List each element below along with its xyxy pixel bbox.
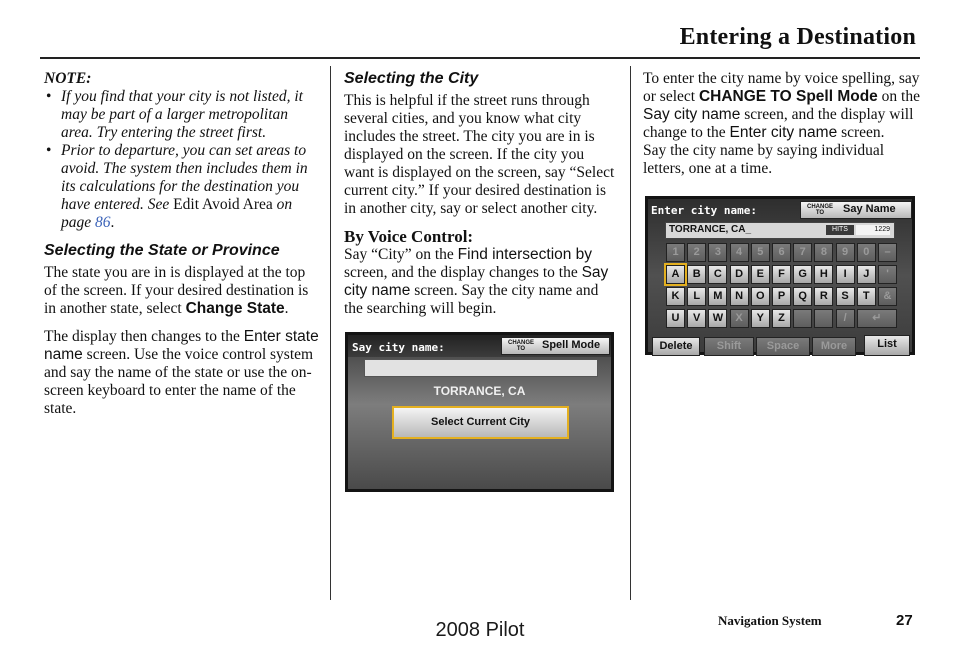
key-i[interactable]: I bbox=[836, 265, 855, 284]
select-current-city-button[interactable] bbox=[392, 406, 569, 439]
key-d[interactable]: D bbox=[730, 265, 749, 284]
key-o[interactable]: O bbox=[751, 287, 770, 306]
key-dash[interactable]: – bbox=[878, 243, 897, 262]
say-name-label: Say Name bbox=[843, 203, 896, 215]
key-4[interactable]: 4 bbox=[730, 243, 749, 262]
change-to-spell-mode-key: CHANGE TO Spell Mode bbox=[698, 88, 878, 105]
key-q[interactable]: Q bbox=[793, 287, 812, 306]
state-paragraph-1-text: The state you are in is displayed at the top of the screen. If your desired destination is in another state, select bbox=[44, 264, 309, 317]
state-heading: Selecting the State or Province bbox=[44, 242, 280, 259]
key-3[interactable]: 3 bbox=[708, 243, 727, 262]
change-state-key: Change State bbox=[185, 300, 285, 317]
hits-label: HITS bbox=[826, 225, 854, 235]
note-label: NOTE: bbox=[44, 70, 92, 87]
key-u[interactable]: U bbox=[666, 309, 685, 328]
hits-value: 1229 bbox=[856, 225, 890, 235]
key-t[interactable]: T bbox=[857, 287, 876, 306]
key-5[interactable]: 5 bbox=[751, 243, 770, 262]
note-list bbox=[44, 88, 320, 232]
delete-button[interactable]: Delete bbox=[652, 337, 700, 356]
find-intersection-key: Find intersection by bbox=[457, 246, 593, 263]
key-x[interactable]: X bbox=[730, 309, 749, 328]
enter-city-name-screen bbox=[645, 196, 915, 355]
enter-state-name-key: Enter state name bbox=[44, 328, 319, 363]
column-divider-2 bbox=[630, 66, 631, 600]
key-1[interactable]: 1 bbox=[666, 243, 685, 262]
city-paragraph-2-c: screen. Say the city name and the searching will begin. bbox=[344, 282, 599, 317]
footer-page-number: 27 bbox=[896, 612, 913, 629]
city-entry-value: TORRANCE, CA_ bbox=[669, 224, 752, 235]
key-2[interactable]: 2 bbox=[687, 243, 706, 262]
change-to-say-name-button[interactable] bbox=[800, 201, 912, 219]
key-r[interactable]: R bbox=[814, 287, 833, 306]
key-l[interactable]: L bbox=[687, 287, 706, 306]
shift-button[interactable]: Shift bbox=[704, 337, 754, 356]
city-paragraph-2-a: Say “City” on the bbox=[344, 246, 454, 263]
key-9[interactable]: 9 bbox=[836, 243, 855, 262]
key-n[interactable]: N bbox=[730, 287, 749, 306]
note-end: . bbox=[110, 214, 115, 231]
enter-city-name-title: Enter city name: bbox=[651, 204, 757, 217]
on-page-text: on page bbox=[61, 196, 293, 231]
footer-section: Navigation System bbox=[718, 613, 822, 628]
change-line1-2: CHANGE bbox=[806, 204, 833, 210]
watermark: 2008 Pilot bbox=[435, 619, 525, 641]
key-j[interactable]: J bbox=[857, 265, 876, 284]
state-paragraph-2 bbox=[44, 328, 320, 418]
key-a[interactable]: A bbox=[666, 265, 685, 284]
key-blank-7[interactable] bbox=[814, 309, 833, 328]
spell-paragraph-1-b: on the bbox=[881, 88, 920, 105]
change-line2-2: TO bbox=[815, 210, 825, 216]
note-item-2-text: Prior to departure, you can set areas to avoid. The system then includes them in its calculations for the destination you have entered. See bbox=[61, 142, 308, 213]
page-86-link[interactable]: 86 bbox=[95, 214, 111, 231]
page-title: Entering a Destination bbox=[679, 24, 916, 50]
key-p[interactable]: P bbox=[772, 287, 791, 306]
key-slash[interactable]: / bbox=[836, 309, 855, 328]
key-z[interactable]: Z bbox=[772, 309, 791, 328]
column-2 bbox=[344, 70, 618, 318]
city-heading: Selecting the City bbox=[344, 70, 479, 87]
column-divider-1 bbox=[330, 66, 331, 600]
note-item-2 bbox=[44, 142, 320, 232]
spell-paragraph-1 bbox=[643, 70, 921, 142]
spell-paragraph-1-d: screen. bbox=[841, 124, 885, 141]
key-s[interactable]: S bbox=[836, 287, 855, 306]
select-current-city-label: Select Current City bbox=[430, 416, 531, 428]
key-8[interactable]: 8 bbox=[814, 243, 833, 262]
header-rule bbox=[40, 57, 920, 59]
key-m[interactable]: M bbox=[708, 287, 727, 306]
key-b[interactable]: B bbox=[687, 265, 706, 284]
spell-mode-label: Spell Mode bbox=[542, 339, 601, 351]
key-f[interactable]: F bbox=[772, 265, 791, 284]
say-city-name-key: Say city name bbox=[344, 264, 609, 299]
key-k[interactable]: K bbox=[666, 287, 685, 306]
enter-city-name-key: Enter city name bbox=[729, 124, 838, 141]
key-apostrophe[interactable]: ' bbox=[878, 265, 897, 284]
state-paragraph-1 bbox=[44, 264, 320, 318]
note-item-1: • If you find that your city is not listed, it may be part of a larger metropolitan area. Try entering the street first. bbox=[44, 88, 320, 142]
key-blank-6[interactable] bbox=[793, 309, 812, 328]
current-city-text: TORRANCE, CA bbox=[433, 384, 526, 398]
more-button[interactable]: More bbox=[812, 337, 856, 356]
key-v[interactable]: V bbox=[687, 309, 706, 328]
edit-avoid-area-ref: Edit Avoid Area bbox=[173, 196, 273, 213]
change-line2: TO bbox=[516, 346, 526, 352]
key-w[interactable]: W bbox=[708, 309, 727, 328]
state-paragraph-1-end: . bbox=[284, 300, 289, 317]
change-line1: CHANGE bbox=[507, 340, 534, 346]
space-button[interactable]: Space bbox=[756, 337, 810, 356]
key-0[interactable]: 0 bbox=[857, 243, 876, 262]
state-paragraph-2-a: The display then changes to the bbox=[44, 328, 240, 345]
enter-city-name-screen-body bbox=[648, 199, 912, 352]
key-7[interactable]: 7 bbox=[793, 243, 812, 262]
city-paragraph-2 bbox=[344, 246, 618, 318]
city-input-field[interactable] bbox=[364, 359, 598, 377]
list-button[interactable]: List bbox=[864, 335, 910, 356]
spell-paragraph-1-c: screen, and the display will change to the bbox=[643, 106, 914, 141]
key-e[interactable]: E bbox=[751, 265, 770, 284]
spell-paragraph-2: Say the city name by saying individual letters, one at a time. bbox=[643, 142, 885, 177]
city-entry-field[interactable] bbox=[665, 222, 895, 239]
key-h[interactable]: H bbox=[814, 265, 833, 284]
city-paragraph-2-b: screen, and the display changes to the bbox=[344, 264, 578, 281]
key-ampersand[interactable]: & bbox=[878, 287, 897, 306]
change-to-small-text bbox=[506, 340, 536, 352]
say-city-name-key-2: Say city name bbox=[643, 106, 741, 123]
say-city-name-screen-body bbox=[348, 335, 611, 489]
change-to-small-text-2 bbox=[805, 204, 835, 216]
state-paragraph-2-b: screen. Use the voice control system and say the name of the state or use the on-screen keyboard to enter the name of the state. bbox=[44, 346, 314, 417]
spell-paragraph-1-a: To enter the city name by voice spelling, say or select bbox=[643, 70, 920, 105]
key-g[interactable]: G bbox=[793, 265, 812, 284]
change-to-spell-mode-button[interactable] bbox=[501, 337, 610, 355]
column-3 bbox=[643, 70, 921, 178]
say-city-name-screen bbox=[345, 332, 614, 492]
voice-control-heading: By Voice Control: bbox=[344, 227, 474, 246]
key-c[interactable]: C bbox=[708, 265, 727, 284]
key-y[interactable]: Y bbox=[751, 309, 770, 328]
enter-key[interactable]: ↵ bbox=[857, 309, 897, 328]
say-city-name-title: Say city name: bbox=[352, 341, 445, 354]
city-paragraph-1: This is helpful if the street runs through several cities, and you know what city includes the street. The city you are in is displayed on the screen. If the city you want is displayed on the screen, say “Select current city.” If your desired destination is in another city, say or select another city. bbox=[344, 92, 615, 217]
key-6[interactable]: 6 bbox=[772, 243, 791, 262]
column-1 bbox=[44, 70, 320, 418]
